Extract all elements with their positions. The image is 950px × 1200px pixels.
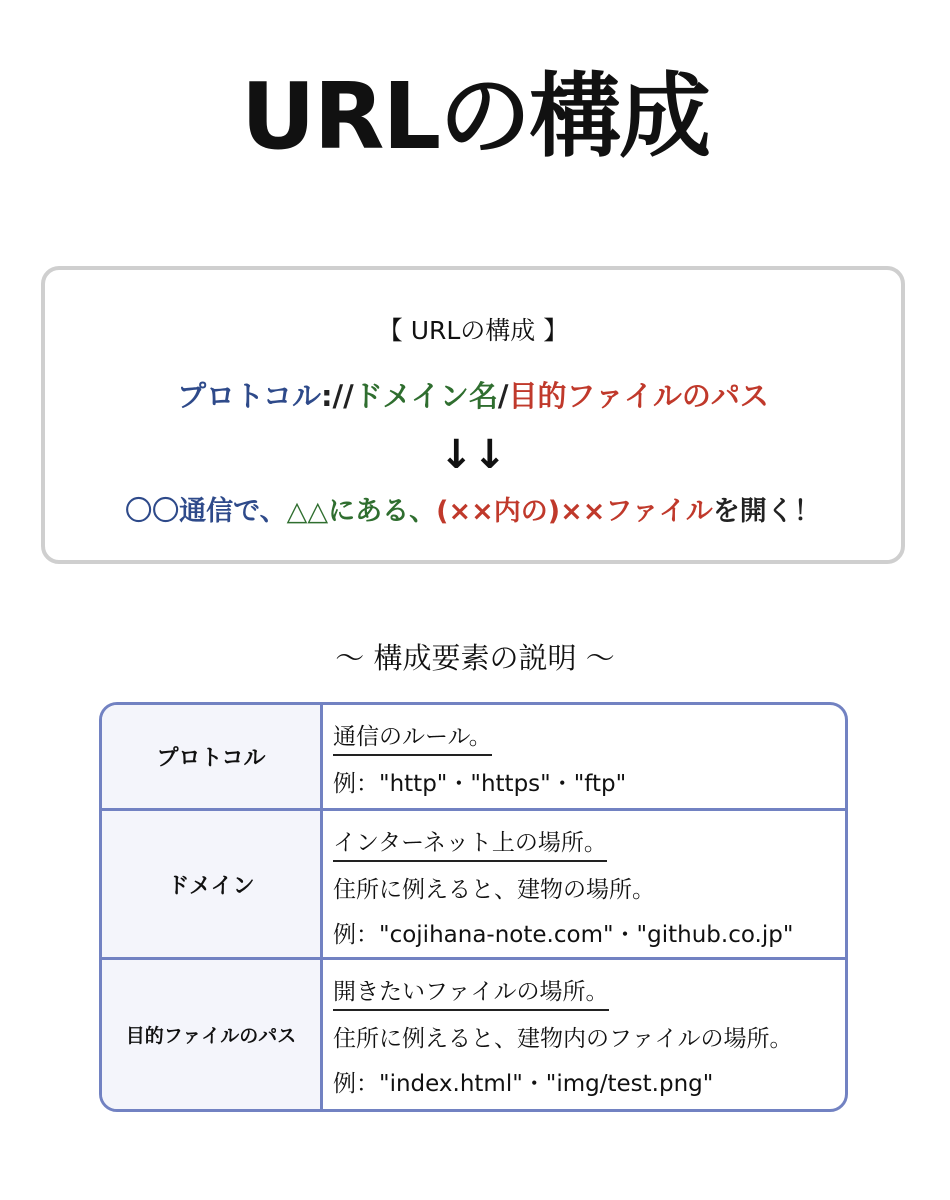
path-label: 目的ファイルのパス (508, 379, 769, 413)
protocol-label: プロトコル (177, 379, 321, 413)
meaning-protocol: 〇〇通信で、 (125, 496, 287, 527)
term-domain: ドメイン (102, 811, 323, 960)
desc-line: 例："http"・"https"・"ftp" (333, 771, 627, 797)
desc-domain (323, 811, 845, 960)
desc-protocol (323, 705, 845, 811)
desc-line: 例："index.html"・"img/test.png" (333, 1071, 714, 1097)
desc-line: 住所に例えると、建物内のファイルの場所。 (333, 1026, 793, 1052)
desc-main: インターネット上の場所。 (333, 826, 607, 862)
url-structure-box (41, 266, 905, 564)
desc-line: 例："cojihana-note.com"・"github.co.jp" (333, 922, 794, 948)
meaning-action: を開く！ (712, 496, 821, 527)
desc-main: 開きたいファイルの場所。 (333, 975, 609, 1011)
section-title: ～ 構成要素の説明 ～ (335, 641, 615, 675)
box-heading: 【 URLの構成 】 (377, 316, 569, 345)
components-table (99, 702, 848, 1112)
separator-slash: / (497, 379, 509, 413)
meaning-path: (××内の)××ファイル (436, 496, 713, 527)
desc-line: 住所に例えると、建物の場所。 (333, 877, 655, 903)
url-structure-line (45, 376, 901, 416)
term-protocol: プロトコル (102, 705, 323, 811)
url-meaning-line (45, 492, 901, 532)
down-arrows-icon: ↓↓ (439, 432, 507, 478)
desc-path (323, 960, 845, 1109)
meaning-domain: △△にある、 (286, 496, 437, 527)
separator-scheme: :// (320, 379, 354, 413)
page-title: URLの構成 (240, 63, 710, 170)
domain-label: ドメイン名 (353, 379, 498, 413)
term-path: 目的ファイルのパス (102, 960, 323, 1109)
desc-main: 通信のルール。 (333, 720, 492, 756)
